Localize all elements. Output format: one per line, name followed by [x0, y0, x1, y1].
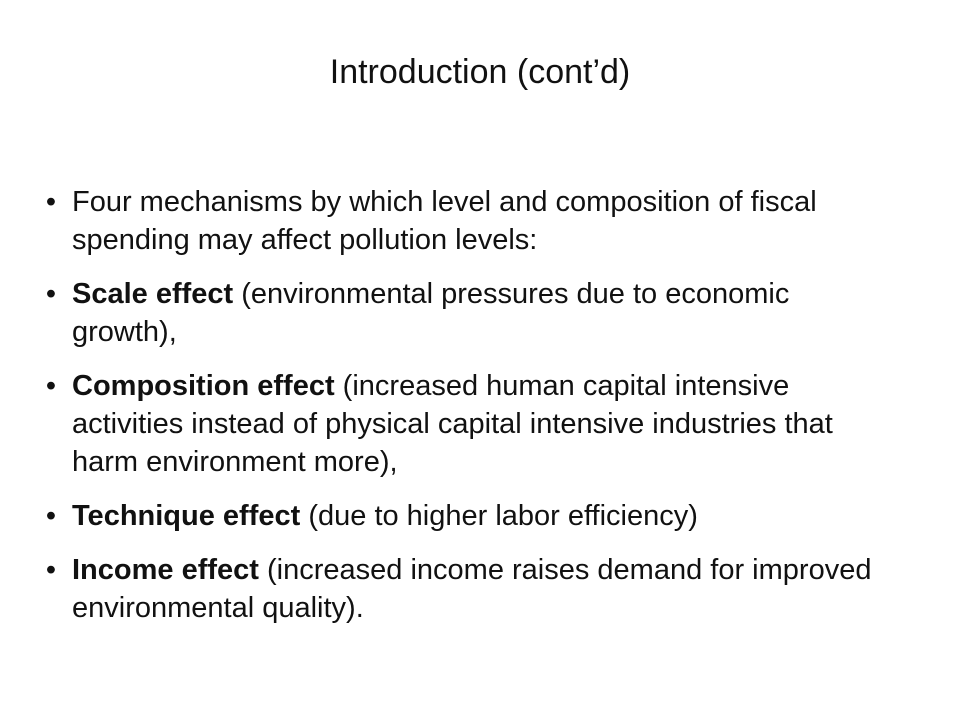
bullet-body: Four mechanisms by which level and composition of fiscal spending may affect pollution levels: [72, 186, 817, 256]
bullet-icon: • [45, 370, 57, 402]
slide-title: Introduction (cont’d) [329, 53, 631, 91]
bullet-lead: Technique effect [72, 500, 301, 532]
bullet-item-income-effect [30, 551, 910, 627]
bullet-icon: • [45, 554, 57, 586]
bullet-lead: Scale effect [72, 278, 234, 310]
bullet-text [72, 275, 850, 351]
bullet-lead: Composition effect [72, 370, 335, 402]
bullet-text [72, 551, 910, 627]
bullet-item-mechanisms [30, 183, 910, 259]
bullet-body: (increased income raises demand for improved environmental quality). [72, 554, 872, 624]
bullet-item-technique-effect [30, 497, 910, 535]
bullet-text [72, 497, 910, 535]
bullet-icon: • [45, 278, 57, 310]
bullet-icon: • [45, 500, 57, 532]
bullet-item-composition-effect [30, 367, 890, 481]
bullet-body: (environmental pressures due to economic growth), [72, 278, 790, 348]
bullet-body: (due to higher labor efficiency) [300, 500, 698, 532]
bullet-body: (increased human capital intensive activities instead of physical capital intensive industries that harm environment more), [72, 370, 833, 478]
bullet-text [72, 367, 890, 481]
bullet-lead: Income effect [72, 554, 259, 586]
bullet-item-scale-effect [30, 275, 850, 351]
bullet-text [72, 183, 910, 259]
bullet-list [0, 183, 960, 643]
bullet-icon: • [45, 186, 57, 218]
